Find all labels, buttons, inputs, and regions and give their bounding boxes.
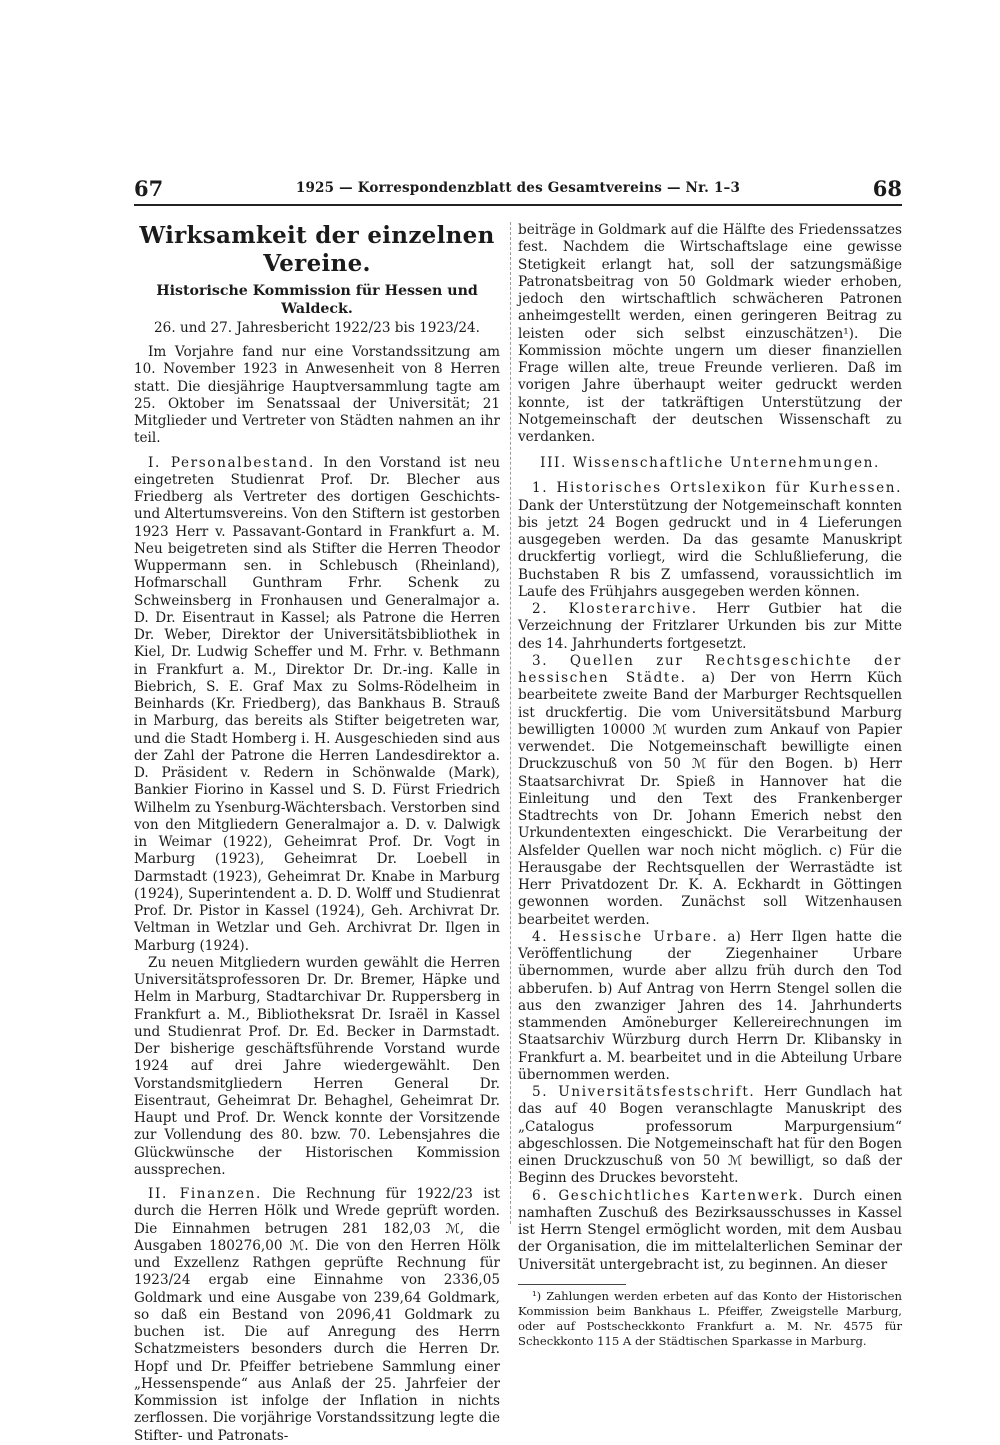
item-ortslexikon-text: Dank der Unterstützung der Notgemeinschaft konnten bis jetzt 24 Bogen gedruckt und in 4 Lieferungen ausgegeben werden. Da das gesamte Manuskript druckfertig vorliegt, wird die Schlußlieferung, die Buchstaben R bis Z umfassend, voraussichtlich im Laufe des Frühjahrs ausgegeben werden können. [518,497,902,600]
item-festschrift [518,1084,902,1188]
item-rechtsgeschichte-text: a) Der von Herrn Küch bearbeitete zweite Band der Marburger Rechtsquellen ist druckfertig. Die vom Universitätsbund Marburg bewilligten 10000 ℳ wurden zum Ankauf von Papier verwendet. Die Notgemeinschaft bewilligte einen Druckzuschuß von 50 ℳ für den Bogen. b) Herr Staatsarchivrat Dr. Spieß in Hannover hat die Einleitung und den Text des Frankenberger Stadtrechts von Dr. Johann Emerich nebst den Urkundentexten eingeschickt. Die Verarbeitung der Alsfelder Quellen war noch nicht möglich. c) Für die Herausgabe der Rechtsquellen der Werrastädte ist Herr Privatdozent Dr. K. A. Eckhardt in Göttingen gewonnen worden. Zunächst soll Witzenhausen bearbeitet werden. [518,670,902,928]
column-divider [510,222,511,1224]
personalbestand-text: In den Vorstand ist neu eingetreten Studienrat Prof. Dr. Blecher aus Friedberg als Vertreter des dortigen Geschichts- und Altertumsvereins. Von den Stiftern ist gestorben 1923 Herr v. Passavant-Gontard in Frankfurt a. M. Neu beigetreten sind als Stifter die Herren Theodor Wuppermann sen. in Schlebusch (Rheinland), Hofmarschall Gunthram Frhr. Schenk zu Schweinsberg in Fronhausen und Generalmajor a. D. Dr. Eisentraut in Kassel; als Patrone die Herren Dr. Weber, Direktor der Universitätsbibliothek in Kiel, Dr. Ludwig Scheffer und M. Frhr. v. Bethmann in Frankfurt a. M., Direktor Dr. Dr.-ing. Kalle in Biebrich, S. E. Graf Max zu Solms-Rödelheim in Beinhards (Kr. Friedberg), das Bankhaus B. Strauß in Marburg, das bereits als Stifter beigetreten war, und die Stadt Homberg i. H. Ausgeschieden sind aus der Zahl der Patrone die Herren Landesdirektor a. D. Präsident v. Redern in Schönwalde (Mark), Bankier Fiorino in Kassel und S. D. Fürst Friedrich Wilhelm zu Ysenburg-Wächtersbach. Verstorben sind von den Mitgliedern Generalmajor a. D. v. Dalwigk in Weimar (1922), Geheimrat Prof. Dr. Vogt in Marburg (1923), Geheimrat Dr. Loebell in Darmstadt (1923), Geheimrat Dr. Knabe in Marburg (1924), Superintendent a. D. D. Wolff und Studienrat Prof. Dr. Pistor in Kassel (1924), Geh. Archivrat Dr. Veltman in Wetzlar und Geh. Archivrat Dr. Ilgen in Marburg (1924). [134,454,500,954]
item-kartenwerk [518,1188,902,1274]
item-festschrift-text: Herr Gundlach hat das auf 40 Bogen veranschlagte Manuskript des „Catalogus professorum Marpurgensium“ abgeschlossen. Die Notgemeinschaft hat für den Bogen einen Druckzuschuß von 50 ℳ bewilligt, so daß der Beginn des Druckes bevorsteht. [518,1084,903,1187]
item-klosterarchive-label: 2. Klosterarchive. [532,601,698,617]
finanzen-label: II. Finanzen. [148,1186,262,1202]
article-title: Wirksamkeit der einzelnen Vereine. [139,222,495,277]
item-urbare [518,929,902,1084]
item-kartenwerk-label: 6. Geschichtliches Kartenwerk. [532,1187,805,1204]
item-ortslexikon [518,480,902,601]
society-heading: Historische Kommission für Hessen und Waldeck. [156,283,478,317]
item-rechtsgeschichte [518,653,902,929]
finanzen-text: Die Rechnung für 1922/23 ist durch die Herren Hölk und Wrede geprüft worden. Die Einnahmen betrugen 281 182,03 ℳ, die Ausgaben 180276,00 ℳ. Die von den Herren Hölk und Exzellenz Rathgen geprüfte Rechnung für 1923/24 ergab eine Einnahme von 2336,05 Goldmark und eine Ausgabe von 239,64 Goldmark, so daß ein Bestand von 2096,41 Goldmark zu buchen ist. Die auf Anregung des Herrn Schatzmeisters besonders durch die Herren Dr. Hopf und Dr. Pfeiffer betriebene Sammlung einer „Hessenspende“ aus Anlaß der 25. Jahrfeier der Kommission ist infolge der Inflation in nichts zerflossen. Die vorjährige Vorstandssitzung legte die Stifter- und Patronats- [134,1186,501,1444]
section-heading-unternehmungen: III. Wissenschaftliche Unternehmungen. [540,455,880,472]
item-festschrift-label: 5. Universitätsfestschrift. [532,1084,756,1100]
item-klosterarchive-text: Herr Gutbier hat die Verzeichnung der Fritzlarer Urkunden bis zur Mitte des 14. Jahrhunderts fortgesetzt. [518,601,903,652]
finanzen-paragraph [134,1186,500,1445]
patronage-paragraph: beiträge in Goldmark auf die Hälfte des Friedenssatzes fest. Nachdem die Wirtschaftslage eine gewisse Stetigkeit erlangt hat, soll der satzungsmäßige Patronatsbeitrag von 50 Goldmark wieder erhoben, jedoch den wirtschaftlich schwächeren Patronen anheimgestellt werden, einen geringeren Beitrag zu leisten oder sich selbst einzuschätzen¹). Die Kommission möchte ungern um dieser finanziellen Frage willen alte, treue Freunde verlieren. Daß im vorigen Jahre überhaupt weiter gedruckt werden konnte, ist der tatkräftigen Unterstützung der Notgemeinschaft der deutschen Wissenschaft zu verdanken. [518,222,902,445]
item-urbare-text: a) Herr Ilgen hatte die Veröffentlichung der Ziegenhainer Urbare übernommen, wurde aber allzu früh durch den Tod abberufen. b) Auf Antrag von Herrn Stengel sollen die aus den zwanziger Jahren des 14. Jahrhunderts stammenden Amöneburger Kellereirechnungen im Staatsarchiv Würzburg durch Herrn Dr. Klibansky in Frankfurt a. M. bearbeitet und in die Abteilung Urbare übernommen werden. [518,928,903,1083]
intro-paragraph: Im Vorjahre fand nur eine Vorstandssitzung am 10. November 1923 in Anwesenheit von 8 Herren statt. Die diesjährige Hauptversammlung tagte am 25. Oktober im Senatssaal der Universität; 21 Mitglieder und Vertreter von Städten nahmen an ihr teil. [134,344,500,447]
running-head [134,176,902,206]
item-rechtsgeschichte-label: 3. Quellen zur Rechtsgeschichte der hessischen Städte. [518,652,902,686]
item-kartenwerk-text: Durch einen namhaften Zuschuß des Bezirksausschusses in Kassel ist Herrn Stengel ermöglicht worden, mit dem Ausbau der Organisation, die im mittelalterlichen Seminar der Universität untergebracht ist, zu beginnen. An dieser [518,1187,902,1273]
page-number-right: 68 [872,176,902,201]
personalbestand-paragraph [134,455,500,955]
item-urbare-label: 4. Hessische Urbare. [532,928,719,945]
page-number-left: 67 [134,176,164,201]
right-column [518,222,902,1349]
report-heading: 26. und 27. Jahresbericht 1922/23 bis 1923/24. [154,320,480,336]
item-klosterarchive [518,601,902,653]
running-title: 1925 — Korrespondenzblatt des Gesamtvereins — Nr. 1–3 [295,180,741,196]
personalbestand-label: I. Personalbestand. [148,454,315,471]
new-members-paragraph: Zu neuen Mitgliedern wurden gewählt die Herren Universitätsprofessoren Dr. Dr. Bremer, Häpke und Helm in Marburg, Stadtarchivar Dr. Ruppersberg in Frankfurt a. M., Bibliotheksrat Dr. Israël in Kassel und Studienrat Prof. Dr. Ed. Becker in Darmstadt. Der bisherige geschäftsführende Vorstand wurde 1924 auf drei Jahre wiedergewählt. Den Vorstandsmitgliedern Herren General Dr. Eisentraut, Geheimrat Dr. Behaghel, Geheimrat Dr. Haupt und Prof. Dr. Wenck konnte der Vorsitzende zur Vollendung des 80. bzw. 70. Lebensjahres die Glückwünsche der Historischen Kommission aussprechen. [134,954,500,1178]
item-ortslexikon-label: 1. Historisches Ortslexikon für Kurhessen. [532,480,902,497]
footnote-rule [518,1284,626,1285]
footnote: ¹) Zahlungen werden erbeten auf das Konto der Historischen Kommission beim Bankhaus L. Pfeiffer, Zweigstelle Marburg, oder auf Postscheckkonto Frankfurt a. M. Nr. 4575 für Scheckkonto 115 A der Städtischen Sparkasse in Marburg. [518,1288,902,1348]
left-column [134,222,500,1445]
